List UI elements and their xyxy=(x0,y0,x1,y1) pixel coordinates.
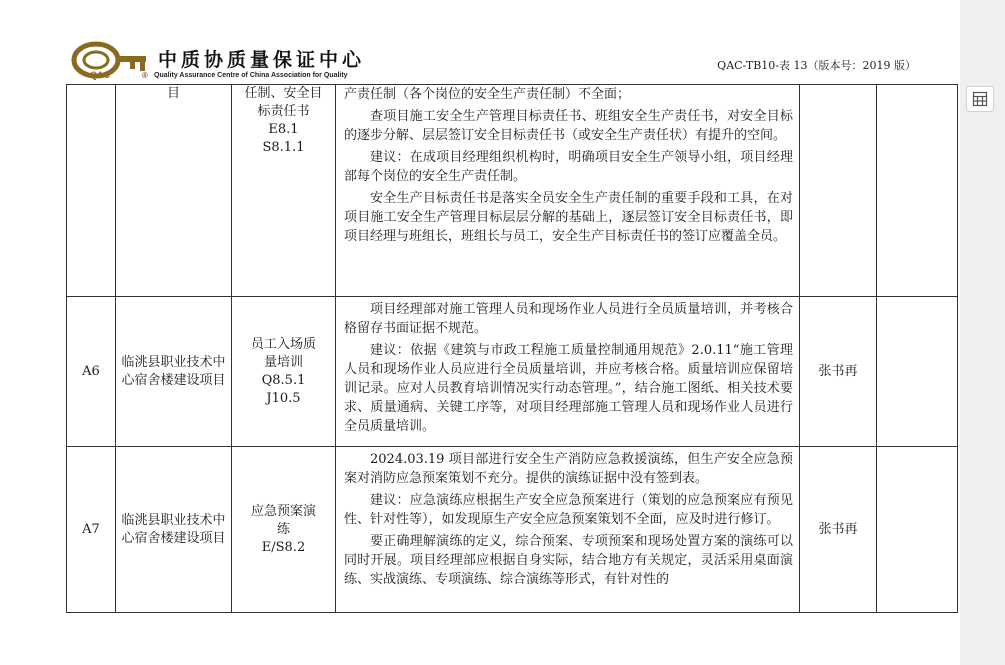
row-id-cell: A6 xyxy=(67,297,116,447)
finding-paragraph: 要正确理解演练的定义，综合预案、专项预案和现场处置方案的演练可以同时开展。项目经理部应根据自身实际，结合地方有关规定，灵活采用桌面演练、实战演练、专项演练、综合演练等形式，有针对性的 xyxy=(344,534,793,587)
finding-paragraph: 安全生产目标责任书是落实全员安全生产责任制的重要手段和工具，在对项目施工安全生产管理目标层层分解的基础上，逐层签订安全目标责任书，即项目经理与班组长，班组长与员工，安全生产目标责任书的签订应覆盖全员。 xyxy=(344,191,793,244)
project-cell: 临洮县职业技术中心宿舍楼建设项目 xyxy=(116,447,232,613)
clause-line: 员工入场质 xyxy=(250,336,316,352)
grid-view-button[interactable] xyxy=(966,86,994,112)
clause-line: E/S8.2 xyxy=(261,539,306,555)
audit-table xyxy=(66,84,958,613)
clause-line: 量培训 xyxy=(263,354,303,370)
clause-line: 标责任书 xyxy=(257,104,310,119)
table-row xyxy=(67,447,958,613)
clause-line: S8.1.1 xyxy=(262,140,305,155)
qac-logo-icon xyxy=(70,40,154,80)
org-name: 中质协质量保证中心 xyxy=(158,49,366,71)
table-row xyxy=(67,85,958,297)
finding-paragraph: 2024.03.19 项目部进行安全生产消防应急救援演练，但生产安全应急预案对消防应急预案策划不充分。提供的演练证据中没有签到表。 xyxy=(344,452,793,486)
clause-line: 任制、安全目 xyxy=(244,86,323,101)
clause-cell xyxy=(232,447,336,613)
finding-paragraph: 建议：依据《建筑与市政工程施工质量控制通用规范》2.0.11“施工管理人员和现场作业人员应进行全员质量培训，并应考核合格。质量培训应保留培训记录。应对人员教育培训情况实行动态管理。”，结合施工图纸、相关技术要求、质量通病、关键工序等，对项目经理部施工管理人员和现场作业人员进行全员质量培训。 xyxy=(344,343,793,434)
remark-cell xyxy=(877,297,958,447)
finding-paragraph: 建议：应急演练应根据生产安全应急预案进行（策划的应急预案应有预见性、针对性等），如发现原生产安全应急预案策划不全面，应及时进行修订。 xyxy=(344,493,793,527)
clause-line: E8.1 xyxy=(268,122,299,137)
clause-cell xyxy=(232,85,336,297)
grid-icon xyxy=(972,91,988,107)
project-text: 目 xyxy=(166,86,180,101)
logo-text: QAC xyxy=(90,70,110,80)
finding-paragraph: 查项目施工安全生产管理目标责任书、班组安全生产责任书，对安全目标的逐步分解、层层签订安全目标责任书（或安全生产责任状）有提升的空间。 xyxy=(344,109,793,143)
project-cell xyxy=(116,85,232,297)
remark-cell xyxy=(877,447,958,613)
finding-cell xyxy=(336,297,800,447)
finding-cell xyxy=(336,447,800,613)
table-row xyxy=(67,297,958,447)
auditor-cell xyxy=(800,85,877,297)
clause-line: 应急预案演 xyxy=(250,503,316,519)
clause-line: J10.5 xyxy=(266,390,301,406)
clause-cell xyxy=(232,297,336,447)
finding-cell xyxy=(336,85,800,297)
clause-line: Q8.5.1 xyxy=(261,372,306,388)
finding-paragraph: 建议：在成项目经理组织机构时，明确项目安全生产领导小组，项目经理部每个岗位的安全生产责任制。 xyxy=(344,150,793,184)
registered-mark: ® xyxy=(142,71,148,80)
finding-paragraph: 产责任制（各个岗位的安全生产责任制）不全面； xyxy=(344,87,631,102)
clause-line: 练 xyxy=(276,521,290,537)
project-cell: 临洮县职业技术中心宿舍楼建设项目 xyxy=(116,297,232,447)
row-id-cell xyxy=(67,85,116,297)
doc-code: QAC-TB10-表 13（版本号：2019 版） xyxy=(717,59,916,72)
auditor-cell: 张书再 xyxy=(800,297,877,447)
auditor-cell: 张书再 xyxy=(800,447,877,613)
org-name-en: Quality Assurance Centre of China Association for Quality xyxy=(154,72,348,79)
row-id-cell: A7 xyxy=(67,447,116,613)
finding-paragraph: 项目经理部对施工管理人员和现场作业人员进行全员质量培训，并考核合格留存书面证据不规范。 xyxy=(344,302,793,336)
remark-cell xyxy=(877,85,958,297)
